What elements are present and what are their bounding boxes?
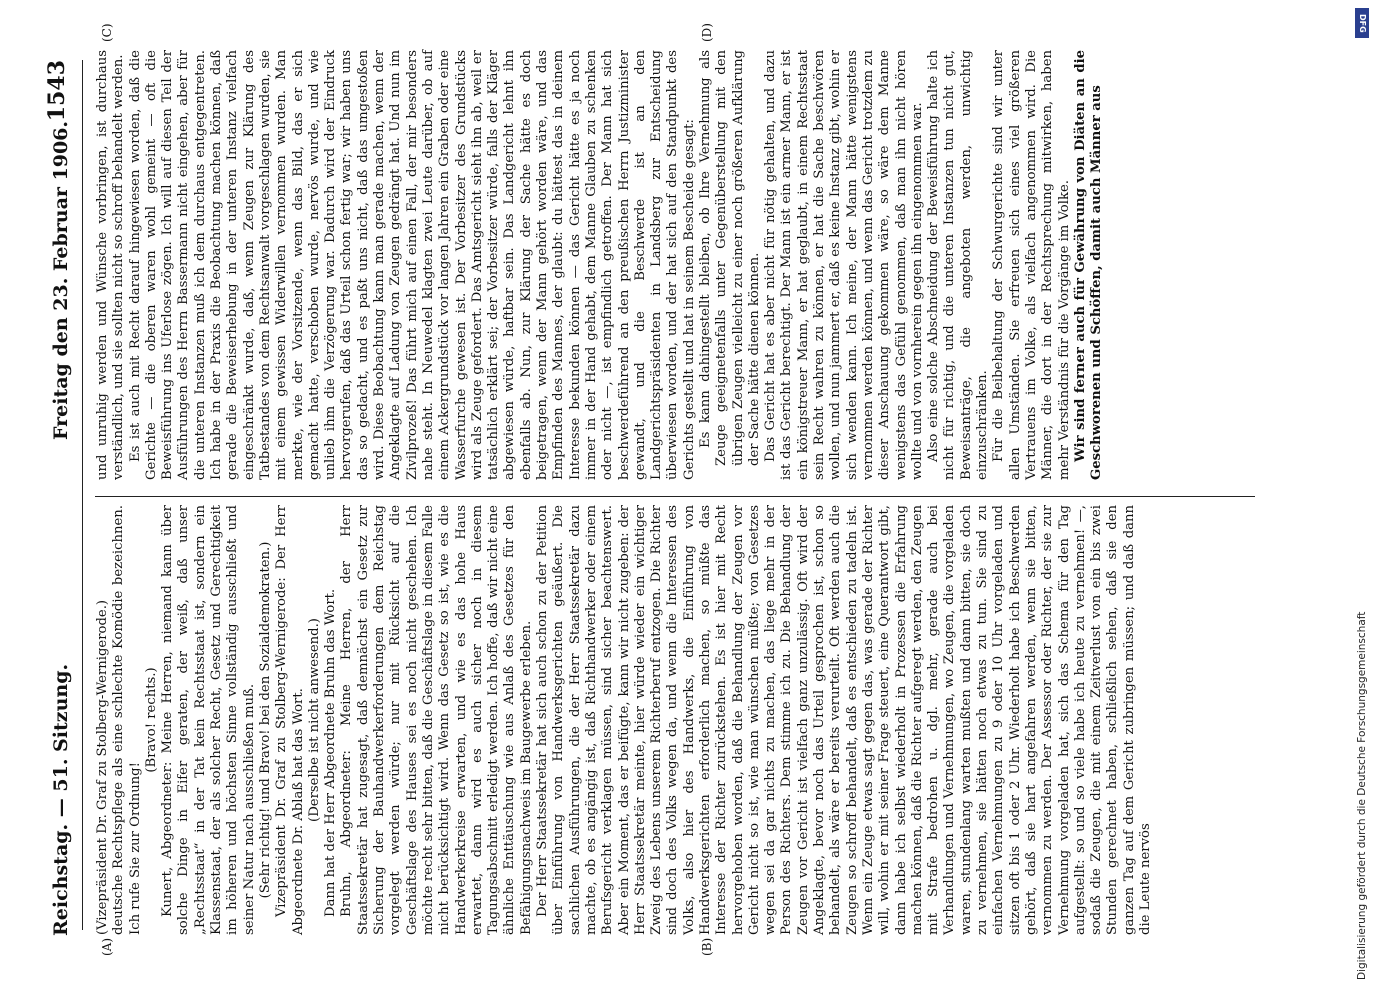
paragraph: Es ist auch mit Recht darauf hingewiesen worden, daß die Gerichte — die oberen waren wohl gemeint — oft die Beweisführung ins Uferlose zögen. Ich will auf diesen Teil der Ausführungen des Herrn Bassermann nicht eingehen, aber für die unteren Instanzen muß ich dem durchaus entgegentreten. Ich habe in der Praxis die Beobachtung machen können, daß gerade die Beweiserhebung in der unteren Instanz vielfach eingeschränkt wurde, daß, wenn Zeugen zur Klärung des Tatbestandes von dem Rechtsanwalt vorgeschlagen wurden, sie mit einem gewissen Widerwillen vernommen wurden. Man merkte, wie der Vorsitzende, wenn das Bild, das er sich gemacht hatte, verschoben wurde, nervös wurde, und wie unlieb ihm die Verzögerung war. Dadurch wird der Eindruck hervorgerufen, daß das Urteil schon fertig war; wir haben uns das so gedacht, und es paßt uns nicht, daß das umgestoßen wird. Diese Beobachtung kann man gerade machen, wenn der Angeklagte auf Ladung von Zeugen gedrängt hat. Und nun im Zivilprozeß! Das führt mich auf einen Fall, der mir besonders nahe steht. In Neuwedel klagten zwei Leute darüber, ob auf einem Ackergrundstück vor langen Jahren ein Graben oder eine Wasserfurche gewesen ist. Der Vorbesitzer des Grundstücks wird als Zeuge gefordert. Das Amtsgericht sieht ihn ab, weil er tatsächlich erklärt sei; der Vorbesitzer würde, falls der Kläger abgewiesen würde, haftbar sein. Das Landgericht lehnt ihn ebenfalls ab. Nun, zur Klärung der Sache hätte es doch beigetragen, wenn der Mann gehört worden wäre, und das Empfinden des Mannes, der glaubt: du hättest das in deinem Interesse bekunden können — das Gericht hätte es ja noch immer in der Hand gehabt, dem Manne Glauben zu schenken oder nicht —, ist empfindlich getroffen. Der Mann hat sich beschwerdeführend an den preußischen Herrn Justizminister gewandt, und die Beschwerde ist an den Landgerichtspräsidenten in Landsberg zur Entscheidung überwiesen worden, und der hat sich auf den Standpunkt des Gerichts gestellt und hat in seinem Bescheide gesagt: [127,50,697,480]
paragraph: Vizepräsident Dr. Graf zu Stolberg-Wernigerode: Der Herr Abgeordnete Dr. Ablaß hat das Wort. [274,505,306,935]
paragraph: (Vizepräsident Dr. Graf zu Stolberg-Wernigerode.) [95,599,110,935]
paragraph: (Sehr richtig! und Bravo! bei den Sozialdemokraten.) [257,541,273,899]
margin-marker-d: (D) [700,23,714,42]
header-date: Freitag den 23. Februar 1906. [50,120,72,440]
margin-marker-a: (A) [100,937,114,956]
paragraph: Das Gericht hat es aber nicht für nötig gehalten, und dazu ist das Gericht berechtigt. Der Mann ist ein armer Mann, er ist ein königstreuer Mann, er hat geglaubt, in einem Rechtsstaat sein Recht wahren zu können, er hat die Sache beschwören wollen, und nun jammert er, daß es keine Instanz gibt, wohin er sich wenden kann. Ich meine, der Mann hätte wenigstens vernommen werden können, und wenn das Gericht trotzdem zu dieser Anschauung gekommen wäre, so wäre dem Manne wenigstens das Gefühl genommen, daß man ihn nicht hören wollte und von vornherein gegen ihn eingenommen war. [763,50,925,480]
paragraph: Für die Beibehaltung der Schwurgerichte sind wir unter allen Umständen. Sie erfreuen sich eines viel größeren Vertrauens im Volke, als vielfach angenommen wird. Die Männer, die dort in der Rechtsprechung mitwirken, haben mehr Verständnis für die Vorgänge im Volke. [991,50,1072,480]
paragraph: Also eine solche Abschneidung der Beweisführung halte ich nicht für richtig, und die unteren Instanzen tun nicht gut, Beweisanträge, die angeboten werden, unwichtig einzuschränken. [926,50,991,480]
digitization-stamp [1352,20,1372,980]
quote-paragraph: Es kann dahingestellt bleiben, ob Ihre Vernehmung als Zeuge geeignetenfalls unter Gegenüberstellung mit den übrigen Zeugen vielleicht zu einer noch größeren Aufklärung der Sache hätte dienen können. [697,50,762,466]
left-column [95,505,1154,935]
paragraph: (Bravo! rechts.) [143,667,159,773]
paragraph: Wir sind ferner auch für Gewährung von Diäten an die Geschworenen und Schöffen, damit auch Männer aus [1072,50,1105,480]
paragraph: deutsche Rechtspflege als eine schlechte Komödie bezeichnen. Ich rufe Sie zur Ordnung! [111,505,143,935]
paragraph: (Derselbe ist nicht anwesend.) [306,618,322,822]
margin-marker-c: (C) [100,23,114,42]
header-rule [82,60,83,930]
header-left: Reichstag. — 51. Sitzung. [50,663,72,936]
paragraph: Kunert, Abgeordneter: Meine Herren, niemand kann über solche Dinge in Eifer geraten, der weiß, daß unser „Rechtsstaat“ in der Tat kein Rechtsstaat ist, sondern ein Klassenstaat, der als solcher Recht, Gesetz und Gerechtigkeit im höheren und höchsten Sinne vollständig ausschließt und seiner Natur nach ausschließen muß. [160,505,257,935]
page-header [42,50,82,960]
dfg-logo: DFG [1355,8,1369,38]
stamp-text: Digitalisierung gefördert durch die Deutsche Forschungsgemeinschaft [1356,611,1368,980]
column-divider [95,496,1255,497]
margin-marker-b: (B) [700,937,714,956]
paragraph: Bruhn, Abgeordneter: Meine Herren, der Herr Staatssekretär hat zugesagt, daß demnächst ein Gesetz zur Sicherung der Bauhandwerkerforderungen dem Reichstag vorgelegt werden würde; nur mit Rücksicht auf die Geschäftslage des Hauses sei es noch nicht geschehen. Ich möchte recht sehr bitten, daß die Geschäftslage in diesem Falle nicht berücksichtigt wird. Wenn das Gesetz so ist, wie es die Handwerkerkreise erwarten, und wie es das hohe Haus erwartet, dann wird es auch sicher noch in diesem Tagungsabschnitt erledigt werden. Ich hoffe, daß wir nicht eine ähnliche Enttäuschung wie aus Anlaß des Gesetzes für den Befähigungsnachweis im Baugewerbe erleben. [339,505,534,935]
right-column [95,50,1105,480]
paragraph: Dann hat der Herr Abgeordnete Bruhn das Wort. [323,588,339,917]
paragraph: Der Herr Staatssekretär hat sich auch schon zu der Petition über Einführung von Handwerksgerichten geäußert. Die sachlichen Ausführungen, die der Herr Staatssekretär dazu machte, ob es angängig ist, daß Richthandwerker oder einem Berufsgericht verklagen müssen, sind sicher beachtenswert. Aber ein Moment, das er beifügte, kann wir nicht zugeben: der Herr Staatssekretär meinte, hier würde wieder ein wichtiger Zweig des Lebens unserem Richterberuf entzogen. Die Richter sind doch des Volks wegen da, und wenn die Interessen des Volks, also hier des Handwerks, die Einführung von Handwerksgerichten erforderlich machen, so müßte das Interesse der Richter zurückstehen. Es ist hier mit Recht hervorgehoben worden, daß die Behandlung der Zeugen vor Gericht nicht so ist, wie man wünschen müßte; von Gesetzes wegen sei da gar nichts zu machen, das liege mehr in der Person des Richters. Dem stimme ich zu. Die Behandlung der Zeugen vor Gericht ist vielfach ganz unzulässig. Oft wird der Angeklagte, bevor noch das Urteil gesprochen ist, schon so behandelt, als wäre er bereits verurteilt. Oft werden auch die Zeugen so schroff behandelt, daß es entschieden zu tadeln ist. Wenn ein Zeuge etwas sagt gegen das, was gerade der Richter will, wohin er mit seiner Frage steuert, eine Querantwort gibt, dann habe ich selbst wiederholt in Prozessen die Erfahrung machen können, daß die Richter aufgeregt werden, den Zeugen mit Strafe bedrohen u. dgl. mehr, gerade auch bei Verhandlungen und Vernehmungen, wo Zeugen, die vorgeladen waren, stundenlang warten mußten und dann bitten, sie doch zu vernehmen, sie hätten noch etwas zu tun. Sie sind zu einfachen Vernehmungen zu 9 oder 10 Uhr vorgeladen und sitzen oft bis 1 oder 2 Uhr. Wiederholt habe ich Beschwerden gehört, daß sie hart angefahren werden, wenn sie bitten, vernommen zu werden. Der Assessor oder Richter, der sie zur Vernehmung vorgeladen hat, sich das Schema für den Tag aufgestellt: so und so viele habe ich heute zu vernehmen! —, sodaß die Zeugen, die mit einem Zeitverlust von ein bis zwei Stunden gerechnet haben, schließlich sehen, daß sie den ganzen Tag auf dem Gericht zubringen müssen; und daß dann die Leute nervös [535,505,1153,935]
paragraph: und unruhig werden und Wünsche vorbringen, ist durchaus verständlich, und sie sollten nicht so schroff behandelt werden. [95,50,127,480]
page-number: 1543 [44,60,70,122]
